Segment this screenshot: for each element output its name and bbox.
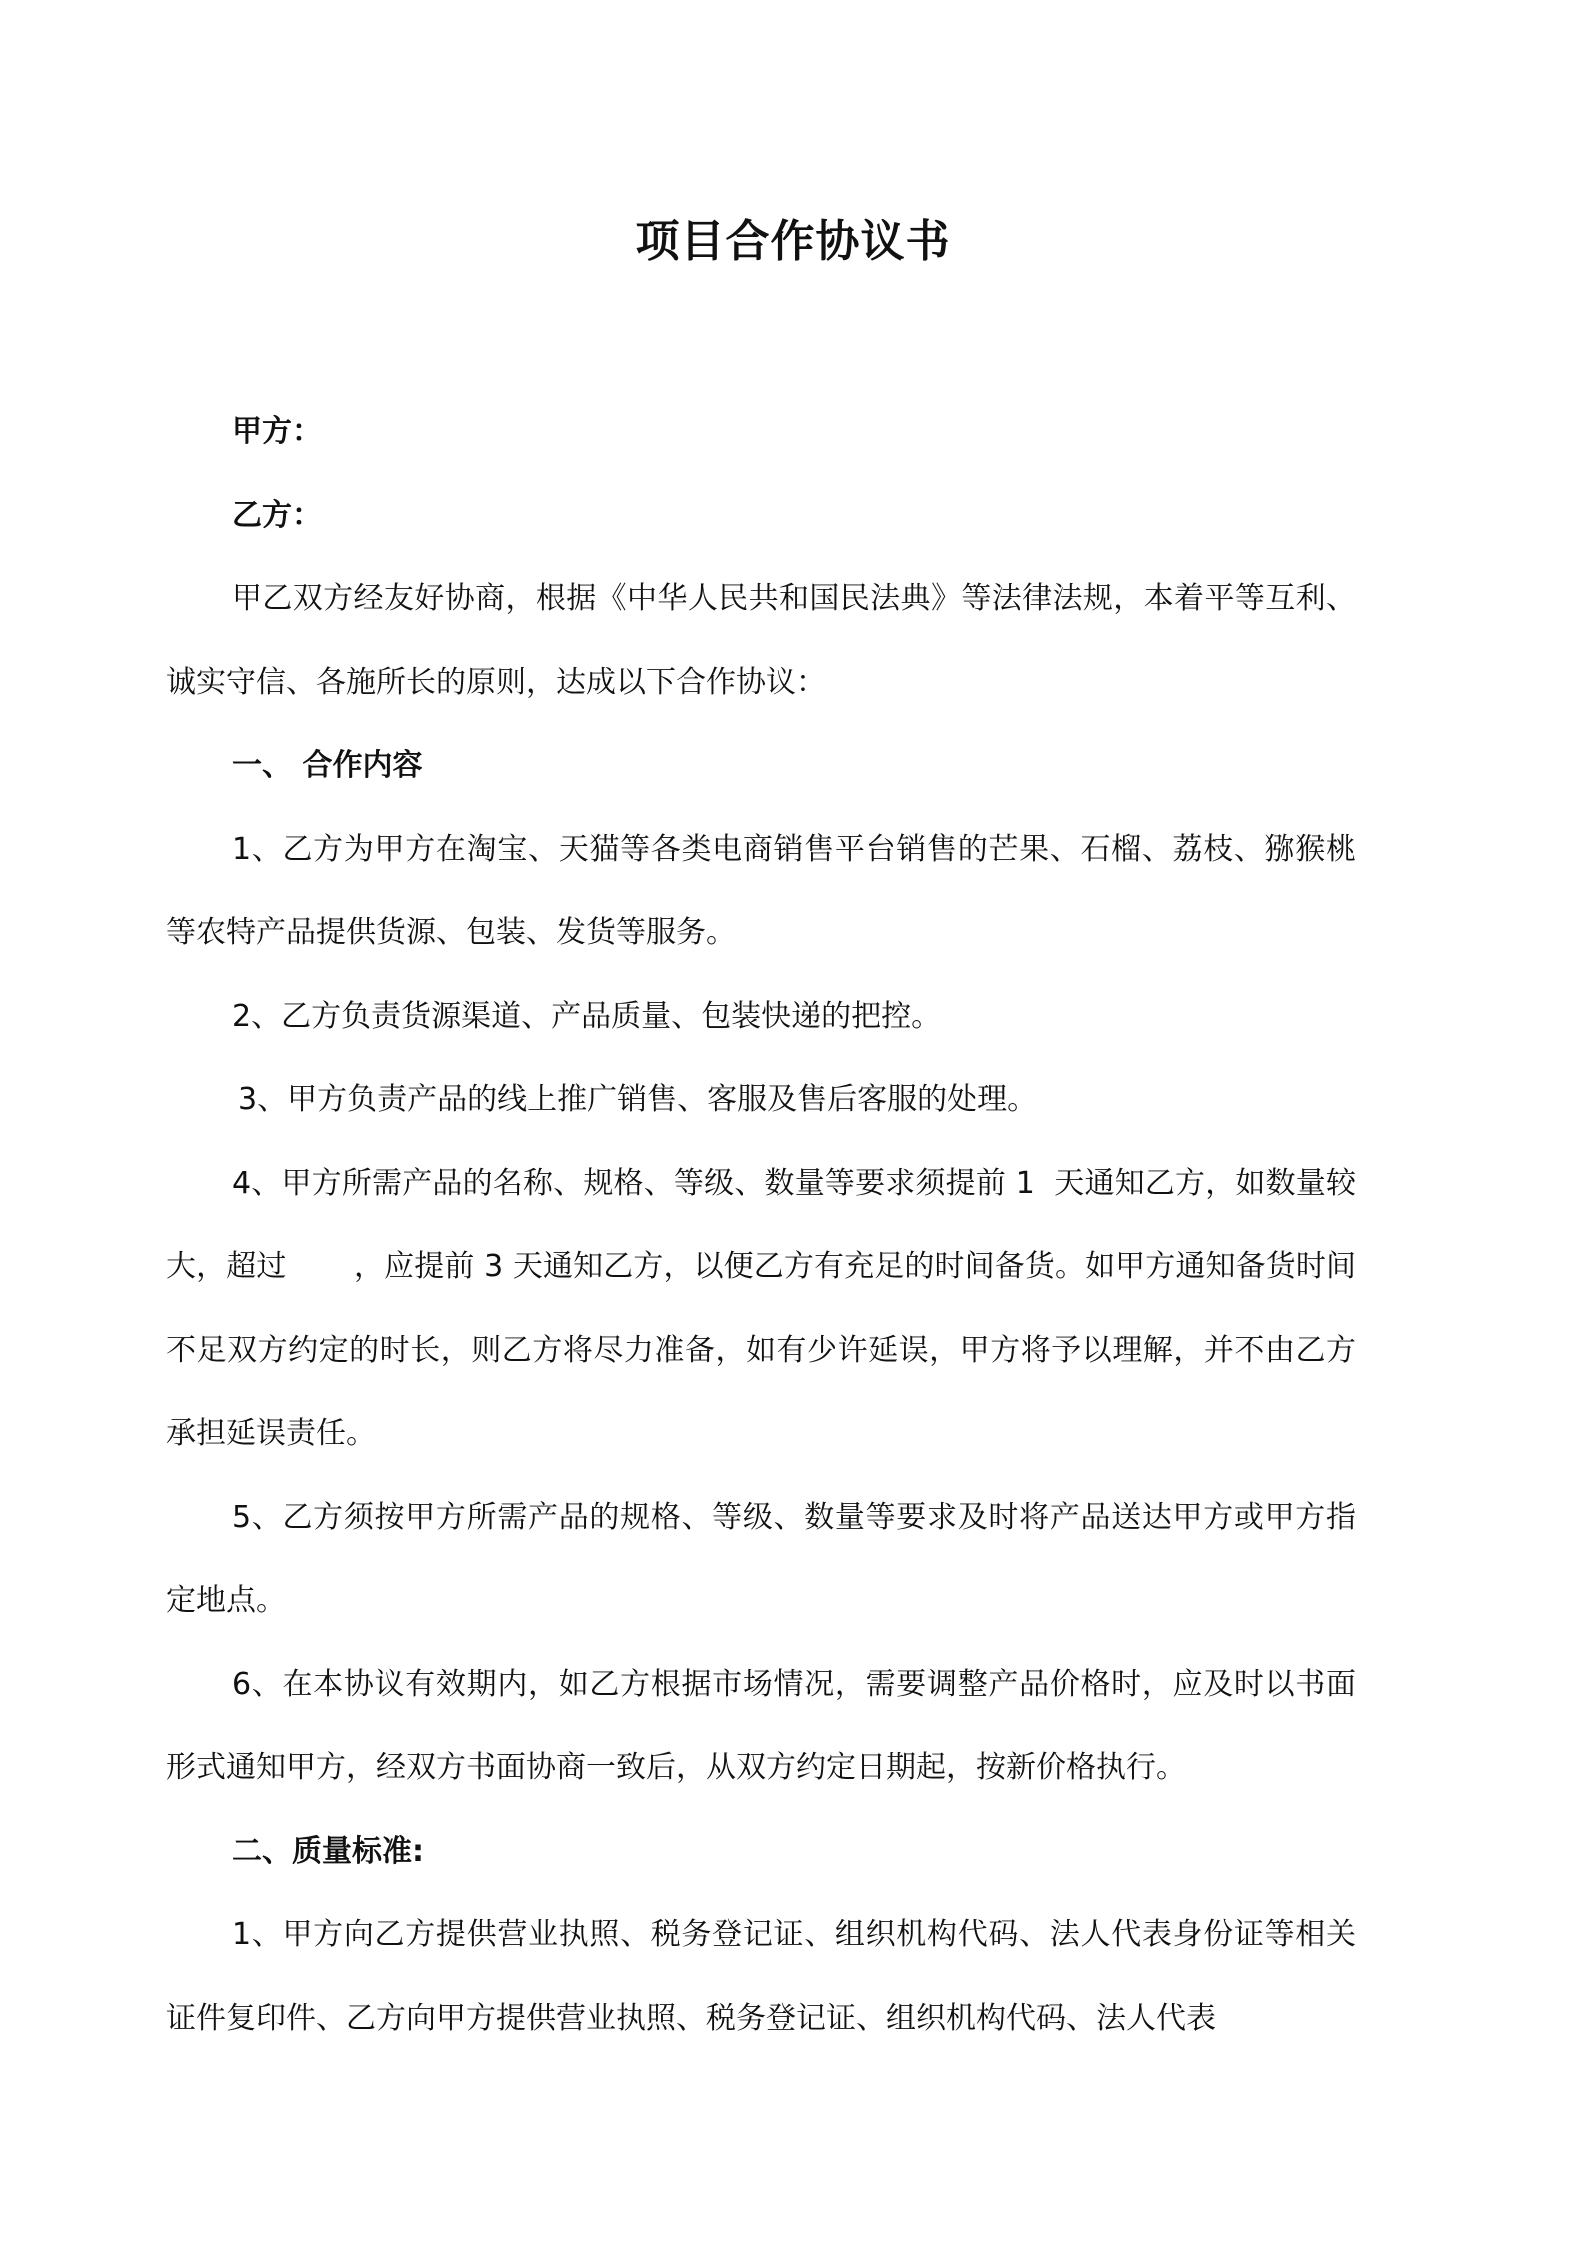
clause-paragraph: 1、乙方为甲方在淘宝、天猫等各类电商销售平台销售的芒果、石榴、荔枝、猕猴桃等农特产品提供货源、包装、发货等服务。 — [166, 831, 1356, 950]
party-b-label: 乙方： — [232, 497, 322, 533]
clause-paragraph: 2、乙方负责货源渠道、产品质量、包装快递的把控。 — [232, 998, 942, 1034]
clause-paragraph: 4、甲方所需产品的名称、规格、等级、数量等要求须提前 1 天通知乙方，如数量较大，超过 ，应提前 3 天通知乙方，以便乙方有充足的时间备货。如甲方通知备货时间不足双方约定的时长，则乙方将尽力准备，如有少许延误，甲方将予以理解，并不由乙方承担延误责任。 — [166, 1165, 1356, 1451]
section-heading-quality: 二、质量标准: — [232, 1833, 424, 1869]
clause-paragraph: 5、乙方须按甲方所需产品的规格、等级、数量等要求及时将产品送达甲方或甲方指定地点。 — [166, 1499, 1356, 1618]
document-title: 项目合作协议书 — [635, 216, 951, 267]
document-body — [166, 390, 1356, 2060]
preamble-paragraph: 甲乙双方经友好协商，根据《中华人民共和国民法典》等法律法规，本着平等互利、诚实守信、各施所长的原则，达成以下合作协议： — [166, 581, 1356, 700]
section-heading-cooperation: 一、 合作内容 — [232, 748, 423, 783]
clause-paragraph: 1、甲方向乙方提供营业执照、税务登记证、组织机构代码、法人代表身份证等相关证件复印件、乙方向甲方提供营业执照、税务登记证、组织机构代码、法人代表 — [166, 1917, 1356, 2036]
party-a-label: 甲方： — [232, 414, 322, 449]
clause-paragraph: 3、甲方负责产品的线上推广销售、客服及售后客服的处理。 — [238, 1082, 1038, 1117]
clause-paragraph: 6、在本协议有效期内，如乙方根据市场情况，需要调整产品价格时，应及时以书面形式通知甲方，经双方书面协商一致后，从双方约定日期起，按新价格执行。 — [166, 1666, 1356, 1785]
